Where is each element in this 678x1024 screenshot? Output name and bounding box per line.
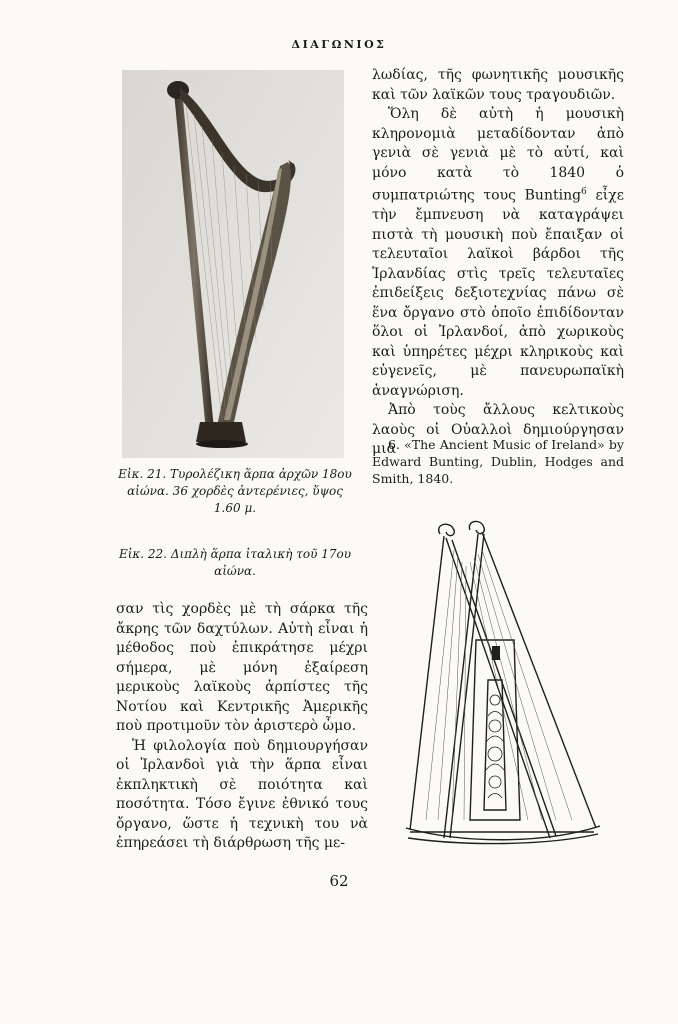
footnote	[372, 436, 624, 487]
paragraph: Ἀπὸ τοὺς ἄλλους κελτικοὺς λαοὺς οἱ Οὐαλλοὶ δημιούργησαν μιὰ	[372, 402, 624, 458]
paragraph	[372, 105, 624, 401]
right-column-text	[372, 66, 624, 460]
figure-21-caption: Εἰκ. 21. Τυρολέζικη ἅρπα ἀρχῶν 18ου αἰώνα. 36 χορδὲς ἀντερένιες, ὕψος 1.60 μ.	[118, 467, 352, 515]
paragraph: Ἡ φιλολογία ποὺ δημιουργήσαν οἱ Ἰρλανδοὶ γιὰ τὴν ἅρπα εἶναι ἐκπληκτικὴ σὲ ποιότητα καὶ ποσότητα. Τόσο ἔγινε ἐθνικό τους ὄργανο, ὥστε ἡ τεχνικὴ του νὰ ἐπηρεάσει τὴ διάρθρωση τῆς με-	[116, 737, 368, 851]
left-column-text	[116, 600, 368, 854]
paragraph: σαν τὶς χορδὲς μὲ τὴ σάρκα τῆς ἄκρης τῶν δαχτύλων. Αὐτὴ εἶναι ἡ μέθοδος ποὺ ἐπικράτησε μέχρι σήμερα, μὲ μόνη ἐξαίρεση μερικοὺς λαϊκοὺς ἀρπίστες τῆς Νοτίου καὶ Κεντρικῆς Ἀμερικῆς ποὺ προτιμοῦν τὸν ἀριστερὸ ὦμο.	[116, 601, 368, 734]
tyrolean-harp-illustration	[122, 70, 344, 458]
paragraph-text: Ὅλη δὲ αὐτὴ ἡ μουσικὴ κληρονομιὰ μεταδίδονταν ἀπὸ γενιὰ σὲ γενιὰ μὲ τὸ αὐτί, καὶ μόνο κατὰ τὸ 1840 ὁ συμπατριώτης τους Bunting	[372, 106, 624, 204]
figure-22-caption: Εἰκ. 22. Διπλὴ ἅρπα ἰταλικὴ τοῦ 17ου αἰώνα.	[118, 547, 352, 578]
paragraph: λωδίας, τῆς φωνητικῆς μουσικῆς καὶ τῶν λαϊκῶν τους τραγουδιῶν.	[372, 67, 624, 103]
paragraph-text: εἶχε τὴν ἔμπνευση νὰ καταγράψει πιστὰ τὴ μουσικὴ ποὺ ἔπαιξαν οἱ τελευταῖοι λαϊκοὶ βάρδοι τῆς Ἰρλανδίας στὶς τρεῖς τελευταῖες ἐπιδείξεις δεξιοτεχνίας πάνω σὲ ἕνα ὄργανο στὸ ὁποῖο ἐπιδίδονταν ὅλοι οἱ Ἰρλανδοί, ἀπὸ χωρικοὺς καὶ ὑπηρέτες μέχρι κληρικοὺς καὶ εὐγενεῖς, μὲ πανευρωπαϊκὴ ἀναγνώριση.	[372, 187, 624, 399]
page-number: 62	[329, 872, 349, 890]
double-harp-illustration	[404, 520, 600, 846]
footnote-text: 6. «The Ancient Music of Ireland» by Edward Bunting, Dublin, Hodges and Smith, 1840.	[372, 437, 624, 486]
figure-21-tyrolean-harp-photo	[122, 70, 344, 458]
footnote-marker: 6	[581, 187, 587, 197]
running-header: ΔΙΑΓΩΝΙΟΣ	[291, 38, 387, 51]
figure-22-double-harp-drawing	[404, 520, 600, 846]
